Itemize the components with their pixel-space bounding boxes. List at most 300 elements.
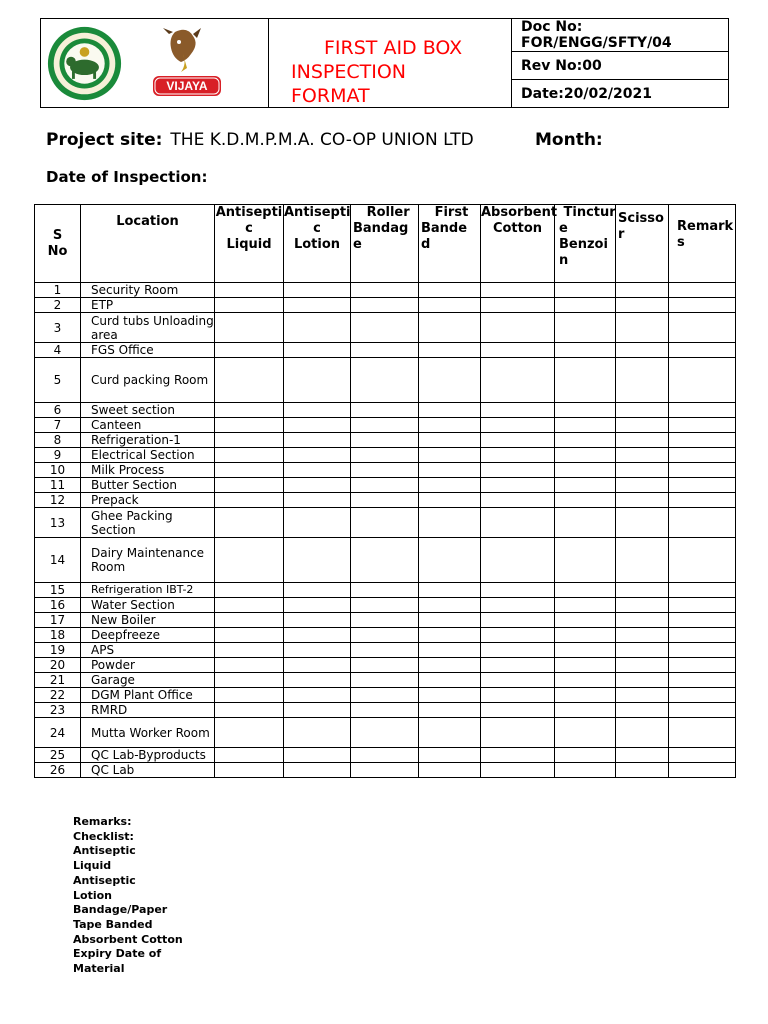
row-number: 21 — [35, 673, 81, 688]
inspection-cell — [481, 403, 555, 418]
remarks-line: Material — [73, 962, 125, 976]
document-date: Date:20/02/2021 — [521, 85, 653, 102]
table-row — [35, 478, 736, 493]
inspection-cell — [555, 403, 616, 418]
inspection-cell — [215, 403, 284, 418]
remarks-line: Expiry Date of — [73, 947, 162, 961]
row-number: 3 — [35, 313, 81, 343]
row-location: Ghee Packing Section — [81, 508, 215, 538]
inspection-table — [34, 204, 736, 778]
col-header-location: Location — [81, 205, 215, 283]
inspection-cell — [616, 343, 669, 358]
inspection-cell — [284, 703, 351, 718]
inspection-cell — [419, 643, 481, 658]
inspection-cell — [215, 643, 284, 658]
inspection-cell — [555, 598, 616, 613]
inspection-cell — [351, 598, 419, 613]
inspection-cell — [481, 463, 555, 478]
inspection-cell — [215, 478, 284, 493]
row-location: RMRD — [81, 703, 215, 718]
inspection-cell — [669, 478, 736, 493]
remarks-line: Absorbent Cotton — [73, 932, 183, 946]
inspection-cell — [481, 508, 555, 538]
row-number: 17 — [35, 613, 81, 628]
inspection-cell — [669, 538, 736, 583]
inspection-cell — [616, 613, 669, 628]
inspection-cell — [616, 658, 669, 673]
inspection-cell — [284, 358, 351, 403]
inspection-cell — [419, 298, 481, 313]
inspection-cell — [351, 718, 419, 748]
inspection-cell — [419, 508, 481, 538]
inspection-cell — [284, 628, 351, 643]
inspection-cell — [669, 418, 736, 433]
inspection-cell — [284, 313, 351, 343]
inspection-cell — [215, 628, 284, 643]
inspection-cell — [481, 538, 555, 583]
inspection-cell — [215, 283, 284, 298]
inspection-cell — [616, 538, 669, 583]
inspection-cell — [215, 298, 284, 313]
inspection-cell — [616, 403, 669, 418]
row-location: Security Room — [81, 283, 215, 298]
inspection-cell — [419, 703, 481, 718]
inspection-cell — [284, 298, 351, 313]
inspection-cell — [555, 283, 616, 298]
inspection-cell — [555, 298, 616, 313]
row-location: Electrical Section — [81, 448, 215, 463]
inspection-cell — [481, 358, 555, 403]
inspection-cell — [284, 418, 351, 433]
inspection-cell — [616, 673, 669, 688]
inspection-cell — [555, 703, 616, 718]
inspection-cell — [215, 763, 284, 778]
row-number: 14 — [35, 538, 81, 583]
inspection-cell — [555, 763, 616, 778]
inspection-cell — [419, 283, 481, 298]
revision-number: Rev No:00 — [512, 52, 728, 80]
project-site-label: Project site: — [46, 130, 163, 150]
inspection-cell — [616, 448, 669, 463]
inspection-cell — [215, 583, 284, 598]
inspection-cell — [284, 688, 351, 703]
remarks-checklist — [73, 815, 183, 977]
inspection-cell — [284, 658, 351, 673]
row-location: FGS Office — [81, 343, 215, 358]
inspection-cell — [555, 628, 616, 643]
inspection-cell — [669, 403, 736, 418]
project-site-line — [46, 130, 474, 150]
inspection-cell — [669, 433, 736, 448]
row-number: 26 — [35, 763, 81, 778]
table-row — [35, 718, 736, 748]
inspection-cell — [215, 433, 284, 448]
inspection-cell — [616, 298, 669, 313]
inspection-cell — [669, 343, 736, 358]
inspection-cell — [215, 748, 284, 763]
inspection-cell — [419, 763, 481, 778]
table-row — [35, 448, 736, 463]
remarks-line: Bandage/Paper — [73, 903, 168, 917]
inspection-cell — [481, 688, 555, 703]
inspection-cell — [351, 538, 419, 583]
inspection-cell — [616, 418, 669, 433]
inspection-cell — [419, 358, 481, 403]
inspection-cell — [555, 538, 616, 583]
row-number: 6 — [35, 403, 81, 418]
inspection-cell — [284, 463, 351, 478]
inspection-cell — [481, 643, 555, 658]
inspection-cell — [481, 343, 555, 358]
inspection-cell — [215, 358, 284, 403]
inspection-cell — [616, 478, 669, 493]
row-location: Prepack — [81, 493, 215, 508]
row-location: Butter Section — [81, 478, 215, 493]
row-location: Curd packing Room — [81, 358, 215, 403]
inspection-cell — [481, 658, 555, 673]
inspection-cell — [215, 448, 284, 463]
inspection-cell — [284, 643, 351, 658]
table-row — [35, 403, 736, 418]
inspection-cell — [669, 313, 736, 343]
document-header — [40, 18, 729, 108]
inspection-cell — [419, 403, 481, 418]
table-row — [35, 508, 736, 538]
inspection-cell — [284, 433, 351, 448]
inspection-cell — [555, 358, 616, 403]
inspection-cell — [284, 508, 351, 538]
inspection-cell — [351, 298, 419, 313]
inspection-cell — [669, 703, 736, 718]
inspection-cell — [616, 718, 669, 748]
table-row — [35, 673, 736, 688]
inspection-cell — [481, 598, 555, 613]
table-row — [35, 688, 736, 703]
inspection-cell — [419, 598, 481, 613]
col-header-scissor: Scisso r — [616, 205, 669, 283]
logo-cell — [41, 19, 269, 107]
row-location: QC Lab-Byproducts — [81, 748, 215, 763]
inspection-cell — [481, 673, 555, 688]
inspection-cell — [669, 448, 736, 463]
doc-number: Doc No: FOR/ENGG/SFTY/04 — [512, 19, 728, 52]
inspection-cell — [616, 358, 669, 403]
inspection-cell — [284, 448, 351, 463]
title-line-2: INSPECTION — [291, 61, 406, 83]
remarks-line: Remarks: — [73, 815, 132, 828]
inspection-cell — [669, 658, 736, 673]
inspection-cell — [351, 673, 419, 688]
inspection-cell — [481, 313, 555, 343]
row-number: 1 — [35, 283, 81, 298]
row-location: Powder — [81, 658, 215, 673]
inspection-cell — [351, 313, 419, 343]
table-row — [35, 658, 736, 673]
inspection-cell — [555, 448, 616, 463]
inspection-cell — [419, 313, 481, 343]
inspection-cell — [616, 508, 669, 538]
inspection-cell — [669, 748, 736, 763]
row-number: 5 — [35, 358, 81, 403]
inspection-cell — [215, 418, 284, 433]
inspection-cell — [351, 343, 419, 358]
inspection-cell — [351, 583, 419, 598]
table-row — [35, 313, 736, 343]
table-row — [35, 598, 736, 613]
inspection-cell — [669, 688, 736, 703]
inspection-cell — [351, 628, 419, 643]
inspection-cell — [351, 703, 419, 718]
inspection-cell — [284, 283, 351, 298]
inspection-cell — [555, 433, 616, 448]
col-header-sno: S No — [35, 205, 81, 283]
row-number: 18 — [35, 628, 81, 643]
row-location: Milk Process — [81, 463, 215, 478]
row-number: 11 — [35, 478, 81, 493]
inspection-cell — [616, 433, 669, 448]
inspection-cell — [669, 598, 736, 613]
inspection-cell — [555, 493, 616, 508]
inspection-cell — [419, 748, 481, 763]
remarks-line: Tape Banded — [73, 917, 153, 931]
row-number: 13 — [35, 508, 81, 538]
remarks-line: Antiseptic — [73, 873, 136, 887]
table-row — [35, 493, 736, 508]
inspection-cell — [555, 673, 616, 688]
title-cell — [269, 19, 512, 107]
inspection-cell — [616, 463, 669, 478]
meta-cell — [512, 19, 728, 107]
col-header-tincture-benzoin: Tinctur e Benzoi n — [555, 205, 616, 283]
inspection-cell — [481, 448, 555, 463]
inspection-cell — [555, 658, 616, 673]
inspection-cell — [215, 313, 284, 343]
row-location: Water Section — [81, 598, 215, 613]
inspection-cell — [351, 478, 419, 493]
inspection-cell — [215, 538, 284, 583]
inspection-cell — [555, 643, 616, 658]
row-number: 4 — [35, 343, 81, 358]
inspection-cell — [215, 463, 284, 478]
inspection-cell — [351, 403, 419, 418]
inspection-cell — [616, 283, 669, 298]
row-number: 8 — [35, 433, 81, 448]
inspection-cell — [616, 493, 669, 508]
row-number: 20 — [35, 658, 81, 673]
inspection-cell — [351, 283, 419, 298]
table-row — [35, 463, 736, 478]
inspection-cell — [284, 613, 351, 628]
table-row — [35, 418, 736, 433]
inspection-cell — [555, 718, 616, 748]
inspection-cell — [669, 628, 736, 643]
inspection-cell — [215, 598, 284, 613]
inspection-cell — [555, 463, 616, 478]
table-row — [35, 613, 736, 628]
row-location: Deepfreeze — [81, 628, 215, 643]
title-line-3: FORMAT — [291, 85, 370, 107]
logo-wordmark: VIJAYA — [166, 79, 208, 93]
table-row — [35, 703, 736, 718]
inspection-cell — [284, 748, 351, 763]
inspection-cell — [669, 298, 736, 313]
inspection-cell — [351, 643, 419, 658]
table-row — [35, 583, 736, 598]
inspection-cell — [351, 763, 419, 778]
row-number: 9 — [35, 448, 81, 463]
inspection-cell — [351, 508, 419, 538]
inspection-cell — [669, 613, 736, 628]
inspection-cell — [481, 583, 555, 598]
inspection-cell — [555, 418, 616, 433]
inspection-cell — [616, 628, 669, 643]
inspection-cell — [669, 673, 736, 688]
inspection-cell — [284, 403, 351, 418]
row-number: 23 — [35, 703, 81, 718]
inspection-cell — [419, 658, 481, 673]
inspection-cell — [284, 763, 351, 778]
inspection-cell — [481, 283, 555, 298]
inspection-cell — [555, 508, 616, 538]
inspection-cell — [215, 673, 284, 688]
table-header-row — [35, 205, 736, 283]
inspection-cell — [419, 538, 481, 583]
union-seal-logo — [46, 25, 123, 102]
inspection-cell — [616, 583, 669, 598]
inspection-cell — [215, 493, 284, 508]
inspection-cell — [419, 688, 481, 703]
vijaya-logo — [145, 24, 229, 102]
row-number: 7 — [35, 418, 81, 433]
table-row — [35, 628, 736, 643]
row-location: DGM Plant Office — [81, 688, 215, 703]
inspection-cell — [669, 358, 736, 403]
inspection-cell — [616, 748, 669, 763]
inspection-cell — [419, 673, 481, 688]
inspection-cell — [419, 493, 481, 508]
inspection-cell — [284, 718, 351, 748]
title-line-1: FIRST AID BOX — [324, 37, 463, 59]
inspection-cell — [669, 283, 736, 298]
inspection-cell — [351, 448, 419, 463]
inspection-cell — [481, 433, 555, 448]
table-row — [35, 283, 736, 298]
inspection-cell — [419, 628, 481, 643]
inspection-cell — [419, 463, 481, 478]
inspection-cell — [215, 718, 284, 748]
inspection-cell — [481, 478, 555, 493]
table-row — [35, 538, 736, 583]
inspection-cell — [284, 493, 351, 508]
project-site-value: THE K.D.M.P.M.A. CO-OP UNION LTD — [170, 130, 474, 150]
inspection-cell — [481, 718, 555, 748]
inspection-cell — [284, 343, 351, 358]
table-row — [35, 358, 736, 403]
row-location: Curd tubs Unloading area — [81, 313, 215, 343]
table-row — [35, 748, 736, 763]
inspection-cell — [215, 508, 284, 538]
inspection-cell — [419, 418, 481, 433]
row-location: Refrigeration-1 — [81, 433, 215, 448]
col-header-roller-bandage: Roller Bandag e — [351, 205, 419, 283]
col-header-antiseptic-liquid: Antisepti c Liquid — [215, 205, 284, 283]
table-row — [35, 343, 736, 358]
inspection-cell — [669, 508, 736, 538]
inspection-cell — [669, 643, 736, 658]
inspection-cell — [481, 613, 555, 628]
inspection-cell — [555, 313, 616, 343]
date-of-inspection-label: Date of Inspection: — [46, 168, 208, 186]
inspection-cell — [669, 763, 736, 778]
inspection-cell — [215, 613, 284, 628]
row-location: New Boiler — [81, 613, 215, 628]
row-location: Refrigeration IBT-2 — [81, 583, 215, 598]
inspection-cell — [351, 613, 419, 628]
inspection-cell — [284, 478, 351, 493]
remarks-line: Liquid — [73, 859, 112, 873]
row-location: Mutta Worker Room — [81, 718, 215, 748]
col-header-remarks: Remark s — [669, 205, 736, 283]
inspection-cell — [351, 688, 419, 703]
inspection-cell — [351, 418, 419, 433]
col-header-absorbent-cotton: Absorbent Cotton — [481, 205, 555, 283]
inspection-cell — [669, 583, 736, 598]
inspection-cell — [351, 493, 419, 508]
inspection-cell — [669, 493, 736, 508]
inspection-cell — [555, 478, 616, 493]
inspection-cell — [419, 343, 481, 358]
row-location: Dairy Maintenance Room — [81, 538, 215, 583]
inspection-cell — [419, 448, 481, 463]
remarks-line: Antiseptic — [73, 844, 136, 858]
row-number: 2 — [35, 298, 81, 313]
row-number: 19 — [35, 643, 81, 658]
row-number: 25 — [35, 748, 81, 763]
row-location: Canteen — [81, 418, 215, 433]
inspection-cell — [419, 613, 481, 628]
inspection-cell — [351, 658, 419, 673]
inspection-cell — [419, 718, 481, 748]
inspection-cell — [481, 763, 555, 778]
inspection-cell — [481, 628, 555, 643]
row-number: 15 — [35, 583, 81, 598]
inspection-cell — [215, 688, 284, 703]
inspection-cell — [284, 583, 351, 598]
row-location: ETP — [81, 298, 215, 313]
inspection-cell — [616, 643, 669, 658]
row-location: Garage — [81, 673, 215, 688]
inspection-cell — [215, 703, 284, 718]
table-row — [35, 433, 736, 448]
inspection-cell — [284, 598, 351, 613]
row-number: 16 — [35, 598, 81, 613]
inspection-cell — [555, 613, 616, 628]
remarks-line: Lotion — [73, 888, 112, 902]
inspection-cell — [669, 718, 736, 748]
month-label: Month: — [535, 130, 603, 150]
inspection-cell — [215, 658, 284, 673]
inspection-cell — [481, 748, 555, 763]
inspection-cell — [419, 478, 481, 493]
row-location: Sweet section — [81, 403, 215, 418]
inspection-cell — [616, 703, 669, 718]
inspection-cell — [616, 313, 669, 343]
inspection-cell — [616, 598, 669, 613]
row-number: 22 — [35, 688, 81, 703]
table-row — [35, 763, 736, 778]
table-row — [35, 643, 736, 658]
inspection-cell — [481, 493, 555, 508]
